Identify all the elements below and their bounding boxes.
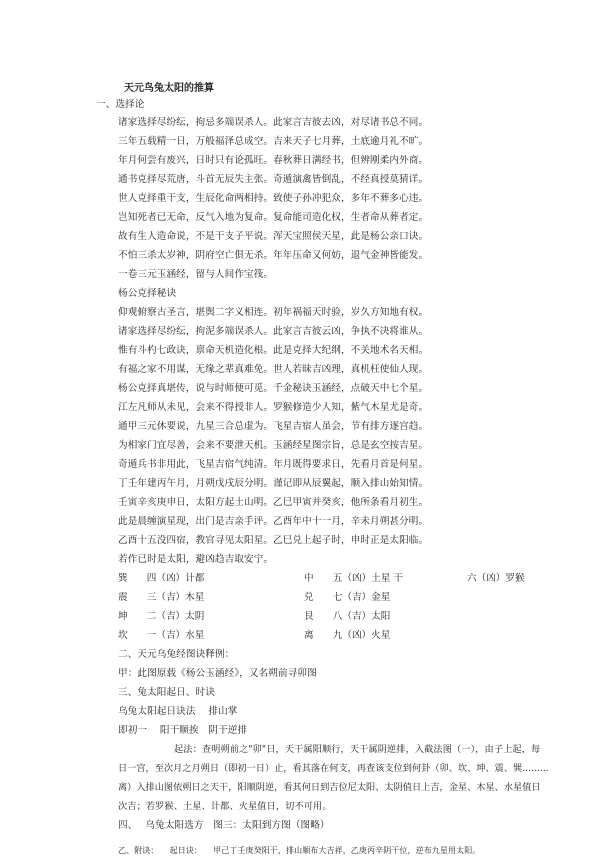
verse-line: 乙酉十五没四宿，教官寻见太阳星。乙巳兑上起子时，申时正是太阳临。	[118, 535, 429, 546]
method-text: 查明朔前之"卯"日，天干属阳顺行，天干属阴逆排，入截法图（一），由子上起，每	[201, 744, 541, 755]
verse-line: 此是晨缠演星现，出门是吉亲手评。乙酉年中十一月，辛未月朔甚分明。	[118, 516, 429, 527]
section-heading-direction: 四、 乌兔太阳选方 图三：太阳到方图（图略）	[118, 820, 330, 831]
trigram-entry: 兑 七（吉）金星	[304, 592, 391, 603]
verse-line: 奇遁兵书非用此，飞星吉宿气纯清。年月既得要求日，先看月首是何星。	[118, 459, 429, 470]
verse-line: 有福之家不用谋，无缘之辈真难免。世人若昧吉凶理，真机枉使仙人现。	[118, 364, 429, 375]
verse-line: 一卷三元玉涵经，留与人间作宝筏。	[118, 269, 274, 280]
trigram-entry: 巽 四（凶）计都	[118, 573, 205, 584]
section-heading-selection: 一、选择论	[96, 99, 145, 110]
verse-line: 不怕三杀太岁神，阴府空亡俱无杀。年年压命又何妨，退气金神皆能发。	[118, 250, 429, 261]
example-line: 甲：此图原载《杨公玉涵经》，又名朔前寻卯图	[118, 668, 317, 679]
method-line: 即初一 阳干顺挨 阴干逆排	[118, 725, 248, 736]
method-paragraph-line: 离）入排山图依朔日之天干，阳顺阴逆，看其何日到吉位尼太阳、太阴值日上吉，金星、木星、水星值日	[118, 782, 541, 793]
method-paragraph-line: 次吉；若罗猴、土星、计都、火星值日，切不可用。	[118, 801, 332, 812]
verse-line: 壬寅辛亥庚申日，太阳方起土山明。乙巳甲寅并癸亥，他所条看月初生。	[118, 497, 429, 508]
method-paragraph-line	[174, 745, 540, 754]
method-label: 起法：	[174, 744, 202, 755]
verse-line: 通甲三元休要说，九星三合总虚为。飞星吉宿人虽会，节有排方逐宫趋。	[118, 421, 429, 432]
trigram-entry: 离 九（凶）火星	[304, 630, 391, 641]
trigram-entry: 坤 二（吉）太阴	[118, 611, 205, 622]
trigram-entry: 中 五（凶）土星 干	[304, 573, 403, 584]
method-paragraph-line: 日一宫，至次月之月朔日（即初一日）止，看其落在何支，再查该支位到何卦（卯、坎、坤、震、巽.........	[118, 763, 549, 774]
verse-line: 三年五载精一日，万般福泽总成空。吉来天子七月葬，土底逾月礼不旷。	[118, 136, 429, 147]
appendix-line: 甲己丁壬庚癸阳干，排山顺布大吉祥，乙庚丙辛阴干位，逆布九星用太阳。	[213, 846, 481, 855]
appendix-heading: 乙、附诀：	[118, 846, 159, 855]
trigram-entry: 艮 八（吉）太阳	[304, 611, 391, 622]
verse-line: 岂知死者已无命，反气入地为复命。复命能司造化权，生者命从葬者定。	[118, 212, 429, 223]
verse-line: 诸家选择尽纷纭，拘忌多端误杀人。此家言吉彼去凶，对尽诸书总不同。	[118, 117, 429, 128]
method-line: 乌兔太阳起日诀法 排山掌	[118, 706, 238, 717]
verse-line: 故有生人造命说，不是干支子平说。浑天宝照侯天星，此是杨公亲口诀。	[118, 231, 429, 242]
trigram-entry: 六（凶）罗猴	[467, 573, 525, 584]
verse-line: 通书克择尽荒唐，斗首无辰失主张。奇遁演禽皆倒乱，不经真授莫猜详。	[118, 174, 429, 185]
verse-line: 世人克择重干支，生辰化命两相持。致使子孙冲犯众，多年不葬多心违。	[118, 193, 429, 204]
verse-line: 为相家门宜尽善，会来不要泄天机。玉涵经星图宗旨，总是玄空按吉星。	[118, 440, 429, 451]
document-title: 天元鸟兔太阳的推算	[124, 83, 214, 94]
verse-line: 江左凡师从未见，会来不得授非人。罗猴修造少人知，紫气木星尤是奇。	[118, 402, 429, 413]
section-heading-sun-start: 三、兔太阳起日、时诀	[118, 687, 215, 698]
verse-line: 杨公克择真堪传，说与时师便可觅。千金秘诀玉涵经，点破天中七个星。	[118, 383, 429, 394]
verse-line: 仰观俯察古圣言，堪舆二字义相连。初年祸福天时验，岁久方知地有权。	[118, 307, 429, 318]
verse-line: 若作已时是太阳，避凶趋吉取安宁。	[118, 554, 274, 565]
appendix-subheading: 起日诀：	[169, 846, 202, 855]
verse-line: 年月何尝有废兴，日时只有论孤旺。春秋葬日满经书，但辨刚柔内外商。	[118, 155, 429, 166]
verse-line: 丁壬年建丙午月，月朔戊戌辰分明。谨记即从辰翼起，顺入排山始知情。	[118, 478, 429, 489]
section-heading-example: 二、天元乌兔经图诀释例：	[118, 649, 235, 660]
trigram-entry: 震 三（吉）木星	[118, 592, 205, 603]
verse-line: 惟有斗杓七政诀，禀命天机造化根。此是克择大纪纲，不关地术名天相。	[118, 345, 429, 356]
trigram-entry: 坎 一（吉）水星	[118, 630, 205, 641]
subheading-secret-formula: 杨公克择秘诀	[118, 288, 177, 299]
appendix-block	[118, 838, 588, 855]
verse-line: 诸家选择尽纷纭，拘泥多端误杀人。此家言吉彼云凶，争执不决将谁从。	[118, 326, 429, 337]
